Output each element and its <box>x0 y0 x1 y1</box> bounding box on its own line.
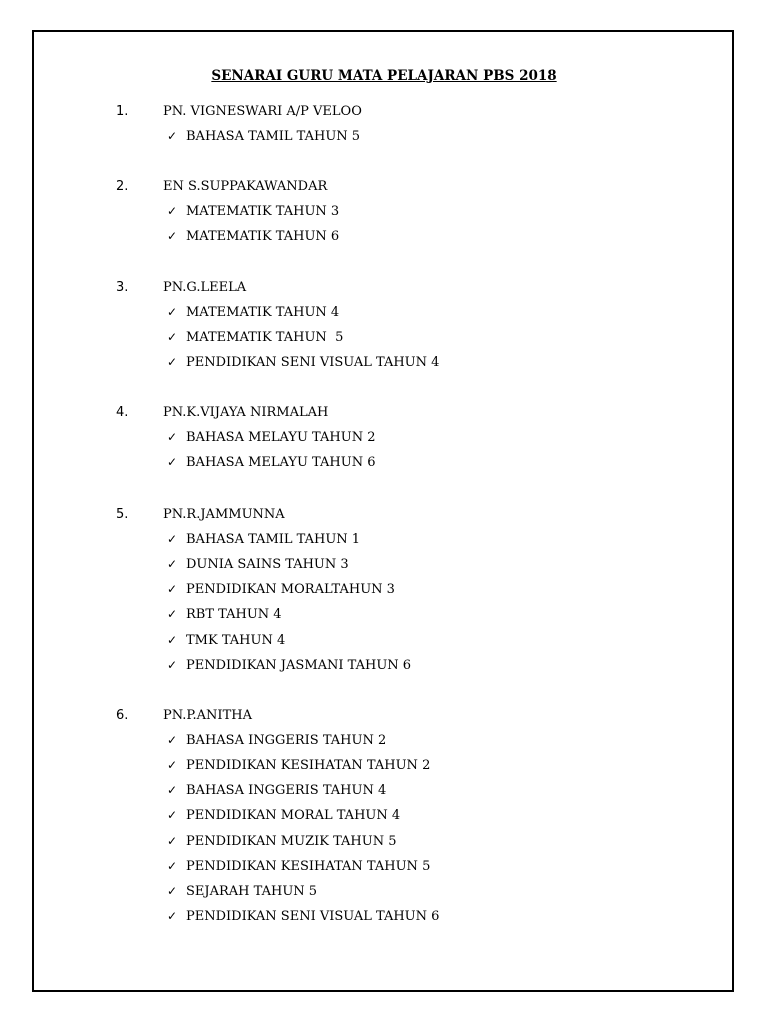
checkmark-icon: ✓ <box>167 633 178 647</box>
entry-number: 1. <box>116 104 129 119</box>
subject-name: PENDIDIKAN JASMANI TAHUN 6 <box>186 658 412 673</box>
subject-name: SEJARAH TAHUN 5 <box>186 884 318 899</box>
checkmark-icon: ✓ <box>167 884 178 898</box>
checkmark-icon: ✓ <box>167 355 178 369</box>
checkmark-icon: ✓ <box>167 455 178 469</box>
checkmark-icon: ✓ <box>167 808 178 822</box>
checkmark-icon: ✓ <box>167 204 178 218</box>
subject-name: PENDIDIKAN KESIHATAN TAHUN 5 <box>186 859 431 874</box>
subject-name: BAHASA MELAYU TAHUN 2 <box>186 430 376 445</box>
teacher-name: PN.P.ANITHA <box>163 708 252 723</box>
subject-name: BAHASA MELAYU TAHUN 6 <box>186 455 376 470</box>
subject-name: PENDIDIKAN MORALTAHUN 3 <box>186 582 395 597</box>
teacher-name: PN.K.VIJAYA NIRMALAH <box>163 405 329 420</box>
checkmark-icon: ✓ <box>167 783 178 797</box>
subject-name: MATEMATIK TAHUN 6 <box>186 229 340 244</box>
subject-name: BAHASA TAMIL TAHUN 1 <box>186 532 361 547</box>
checkmark-icon: ✓ <box>167 582 178 596</box>
checkmark-icon: ✓ <box>167 859 178 873</box>
subject-name: MATEMATIK TAHUN 5 <box>186 330 344 345</box>
subject-name: RBT TAHUN 4 <box>186 607 282 622</box>
teacher-name: PN.R.JAMMUNNA <box>163 507 285 522</box>
checkmark-icon: ✓ <box>167 607 178 621</box>
subject-name: BAHASA INGGERIS TAHUN 2 <box>186 733 387 748</box>
subject-name: TMK TAHUN 4 <box>186 633 286 648</box>
entry-number: 6. <box>116 708 129 723</box>
entry-number: 5. <box>116 507 129 522</box>
checkmark-icon: ✓ <box>167 909 178 923</box>
subject-name: MATEMATIK TAHUN 4 <box>186 305 340 320</box>
subject-name: MATEMATIK TAHUN 3 <box>186 204 340 219</box>
teacher-name: PN. VIGNESWARI A/P VELOO <box>163 104 362 119</box>
checkmark-icon: ✓ <box>167 758 178 772</box>
subject-name: PENDIDIKAN SENI VISUAL TAHUN 6 <box>186 909 440 924</box>
subject-name: PENDIDIKAN MUZIK TAHUN 5 <box>186 834 397 849</box>
entry-number: 2. <box>116 179 129 194</box>
teacher-name: PN.G.LEELA <box>163 280 247 295</box>
entry-number: 4. <box>116 405 129 420</box>
subject-name: PENDIDIKAN KESIHATAN TAHUN 2 <box>186 758 431 773</box>
entry-number: 3. <box>116 280 129 295</box>
subject-name: BAHASA TAMIL TAHUN 5 <box>186 129 361 144</box>
subject-name: PENDIDIKAN SENI VISUAL TAHUN 4 <box>186 355 440 370</box>
subject-name: PENDIDIKAN MORAL TAHUN 4 <box>186 808 401 823</box>
checkmark-icon: ✓ <box>167 330 178 344</box>
teacher-name: EN S.SUPPAKAWANDAR <box>163 179 328 194</box>
checkmark-icon: ✓ <box>167 557 178 571</box>
checkmark-icon: ✓ <box>167 532 178 546</box>
checkmark-icon: ✓ <box>167 229 178 243</box>
document-title: SENARAI GURU MATA PELAJARAN PBS 2018 <box>211 68 557 84</box>
subject-name: BAHASA INGGERIS TAHUN 4 <box>186 783 387 798</box>
checkmark-icon: ✓ <box>167 658 178 672</box>
checkmark-icon: ✓ <box>167 305 178 319</box>
checkmark-icon: ✓ <box>167 834 178 848</box>
checkmark-icon: ✓ <box>167 733 178 747</box>
checkmark-icon: ✓ <box>167 129 178 143</box>
subject-name: DUNIA SAINS TAHUN 3 <box>186 557 349 572</box>
checkmark-icon: ✓ <box>167 430 178 444</box>
